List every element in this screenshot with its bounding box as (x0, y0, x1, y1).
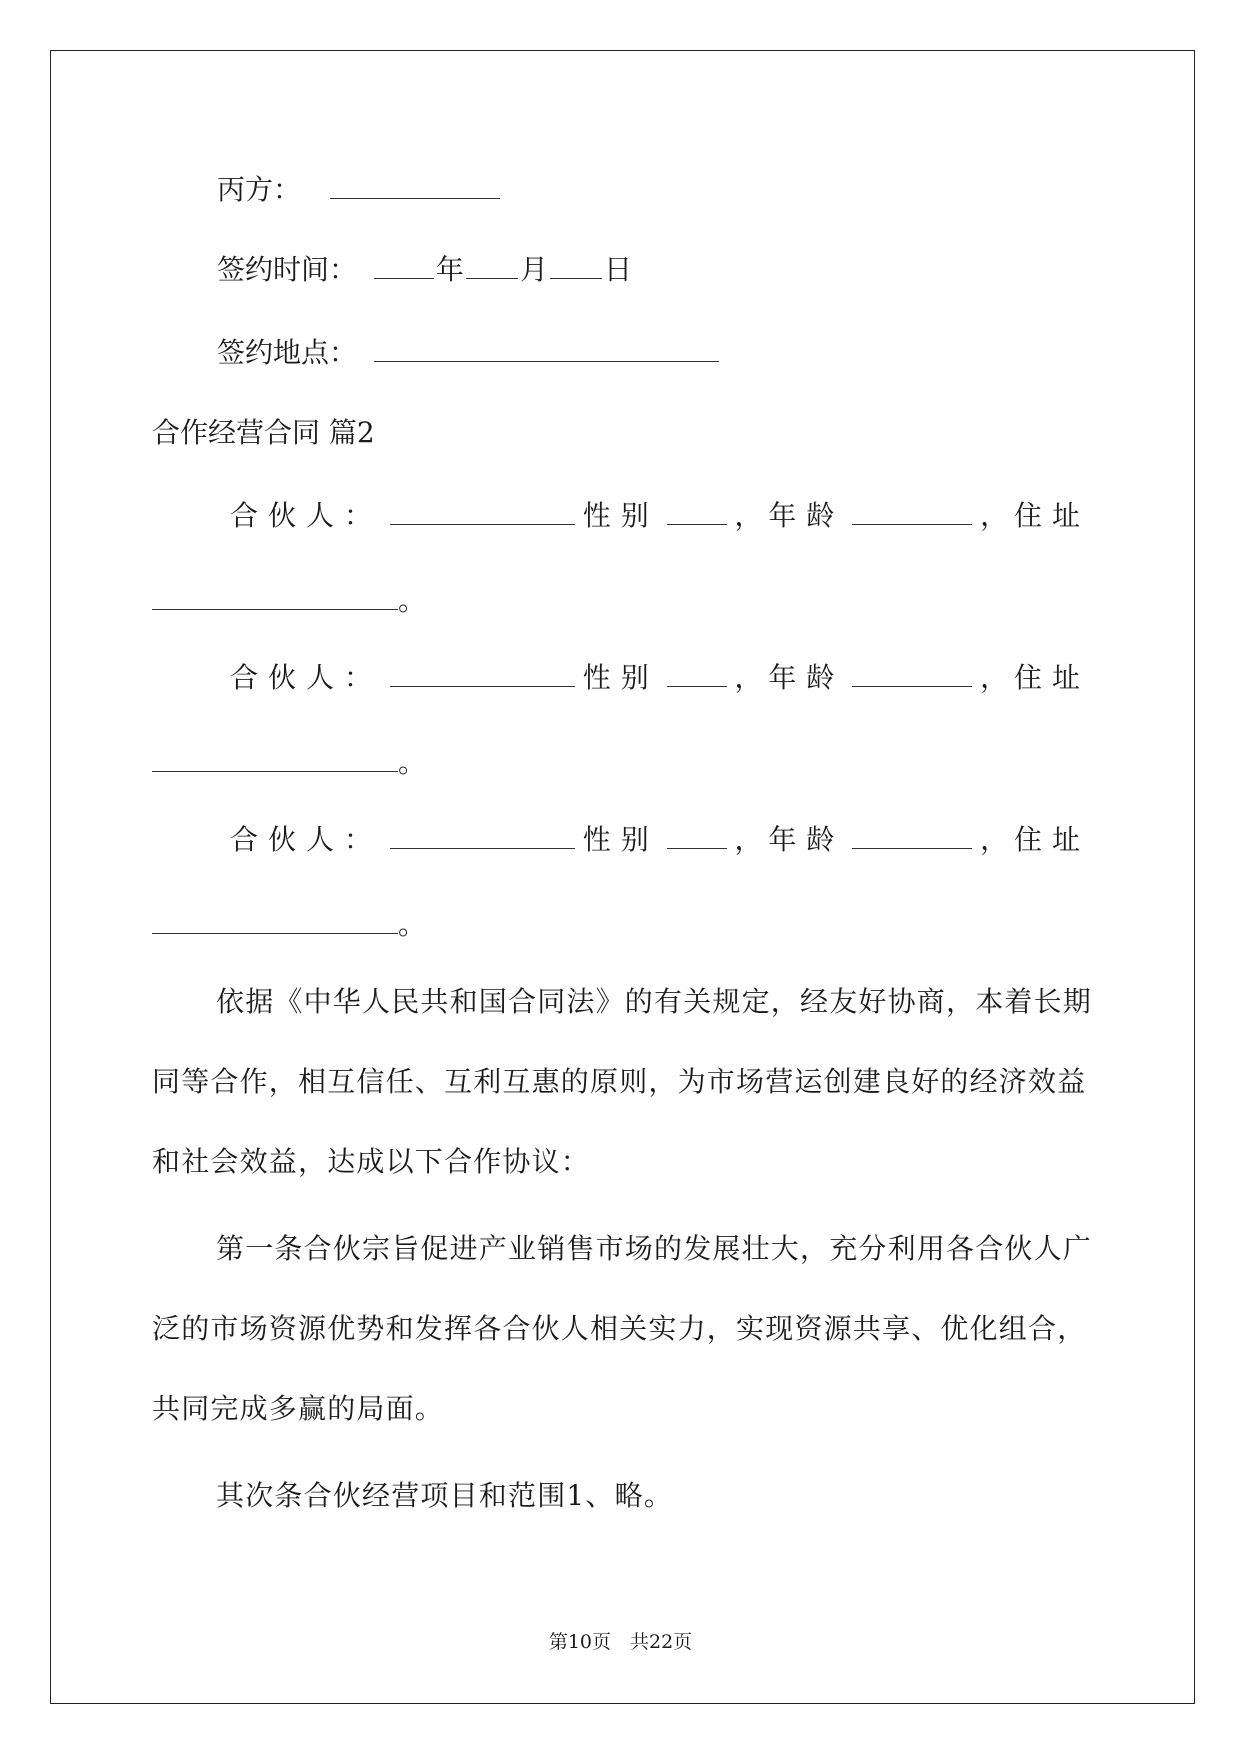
section-title: 合作经营合同 篇2 (152, 416, 375, 449)
gender-blank (667, 826, 727, 849)
comma: ， (734, 823, 763, 856)
partner-label: 合伙人： (230, 661, 383, 694)
signing-date-label: 签约时间： (217, 253, 358, 286)
body-paragraph: 依据《中华人民共和国合同法》的有关规定，经友好协商，本着长期同等合作，相互信任、互利互惠的原则，为市场营运创建良好的经济效益和社会效益，达成以下合作协议： (152, 985, 1093, 1178)
comma: ， (980, 823, 1009, 856)
gender-blank (667, 664, 727, 687)
body-paragraph: 其次条合伙经营项目和范围1、略。 (216, 1479, 674, 1512)
age-label: 年龄 (768, 823, 845, 856)
partner-row (230, 660, 1090, 696)
gender-label: 性别 (582, 661, 659, 694)
party-c-label: 丙方： (217, 173, 302, 206)
address-line (152, 583, 426, 619)
address-blank (152, 587, 398, 610)
comma: ， (980, 661, 1009, 694)
party-c-blank (330, 176, 500, 199)
address-blank (152, 911, 398, 934)
place-blank (374, 339, 719, 362)
month-label: 月 (519, 253, 548, 286)
period: 。 (398, 746, 427, 779)
partner-row (230, 822, 1090, 858)
address-label: 住址 (1013, 661, 1090, 694)
month-blank (466, 256, 518, 279)
comma: ， (734, 499, 763, 532)
age-blank (852, 826, 972, 849)
partner-name-blank (390, 502, 575, 525)
partner-label: 合伙人： (230, 823, 383, 856)
age-label: 年龄 (768, 661, 845, 694)
gender-label: 性别 (582, 823, 659, 856)
address-line (152, 745, 426, 781)
signing-place-label: 签约地点： (217, 336, 358, 369)
partner-label: 合伙人： (230, 499, 383, 532)
body-paragraph: 第一条合伙宗旨促进产业销售市场的发展壮大，充分利用各合伙人广泛的市场资源优势和发挥各合伙人相关实力，实现资源共享、优化组合，共同完成多赢的局面。 (152, 1232, 1093, 1425)
day-label: 日 (603, 253, 632, 286)
period: 。 (398, 584, 427, 617)
gender-label: 性别 (582, 499, 659, 532)
partner-row (230, 498, 1090, 534)
age-blank (852, 664, 972, 687)
address-blank (152, 749, 398, 772)
comma: ， (980, 499, 1009, 532)
partner-name-blank (390, 826, 575, 849)
party-c-line (217, 172, 502, 208)
comma: ， (734, 661, 763, 694)
address-line (152, 907, 426, 943)
year-label: 年 (435, 253, 464, 286)
address-label: 住址 (1013, 499, 1090, 532)
year-blank (374, 256, 434, 279)
age-label: 年龄 (768, 499, 845, 532)
gender-blank (667, 502, 727, 525)
day-blank (550, 256, 602, 279)
period: 。 (398, 908, 427, 941)
address-label: 住址 (1013, 823, 1090, 856)
age-blank (852, 502, 972, 525)
page-number-footer: 第10页 共22页 (548, 1631, 693, 1653)
signing-place-line (217, 335, 721, 371)
signing-date-line (217, 252, 632, 288)
partner-name-blank (390, 664, 575, 687)
